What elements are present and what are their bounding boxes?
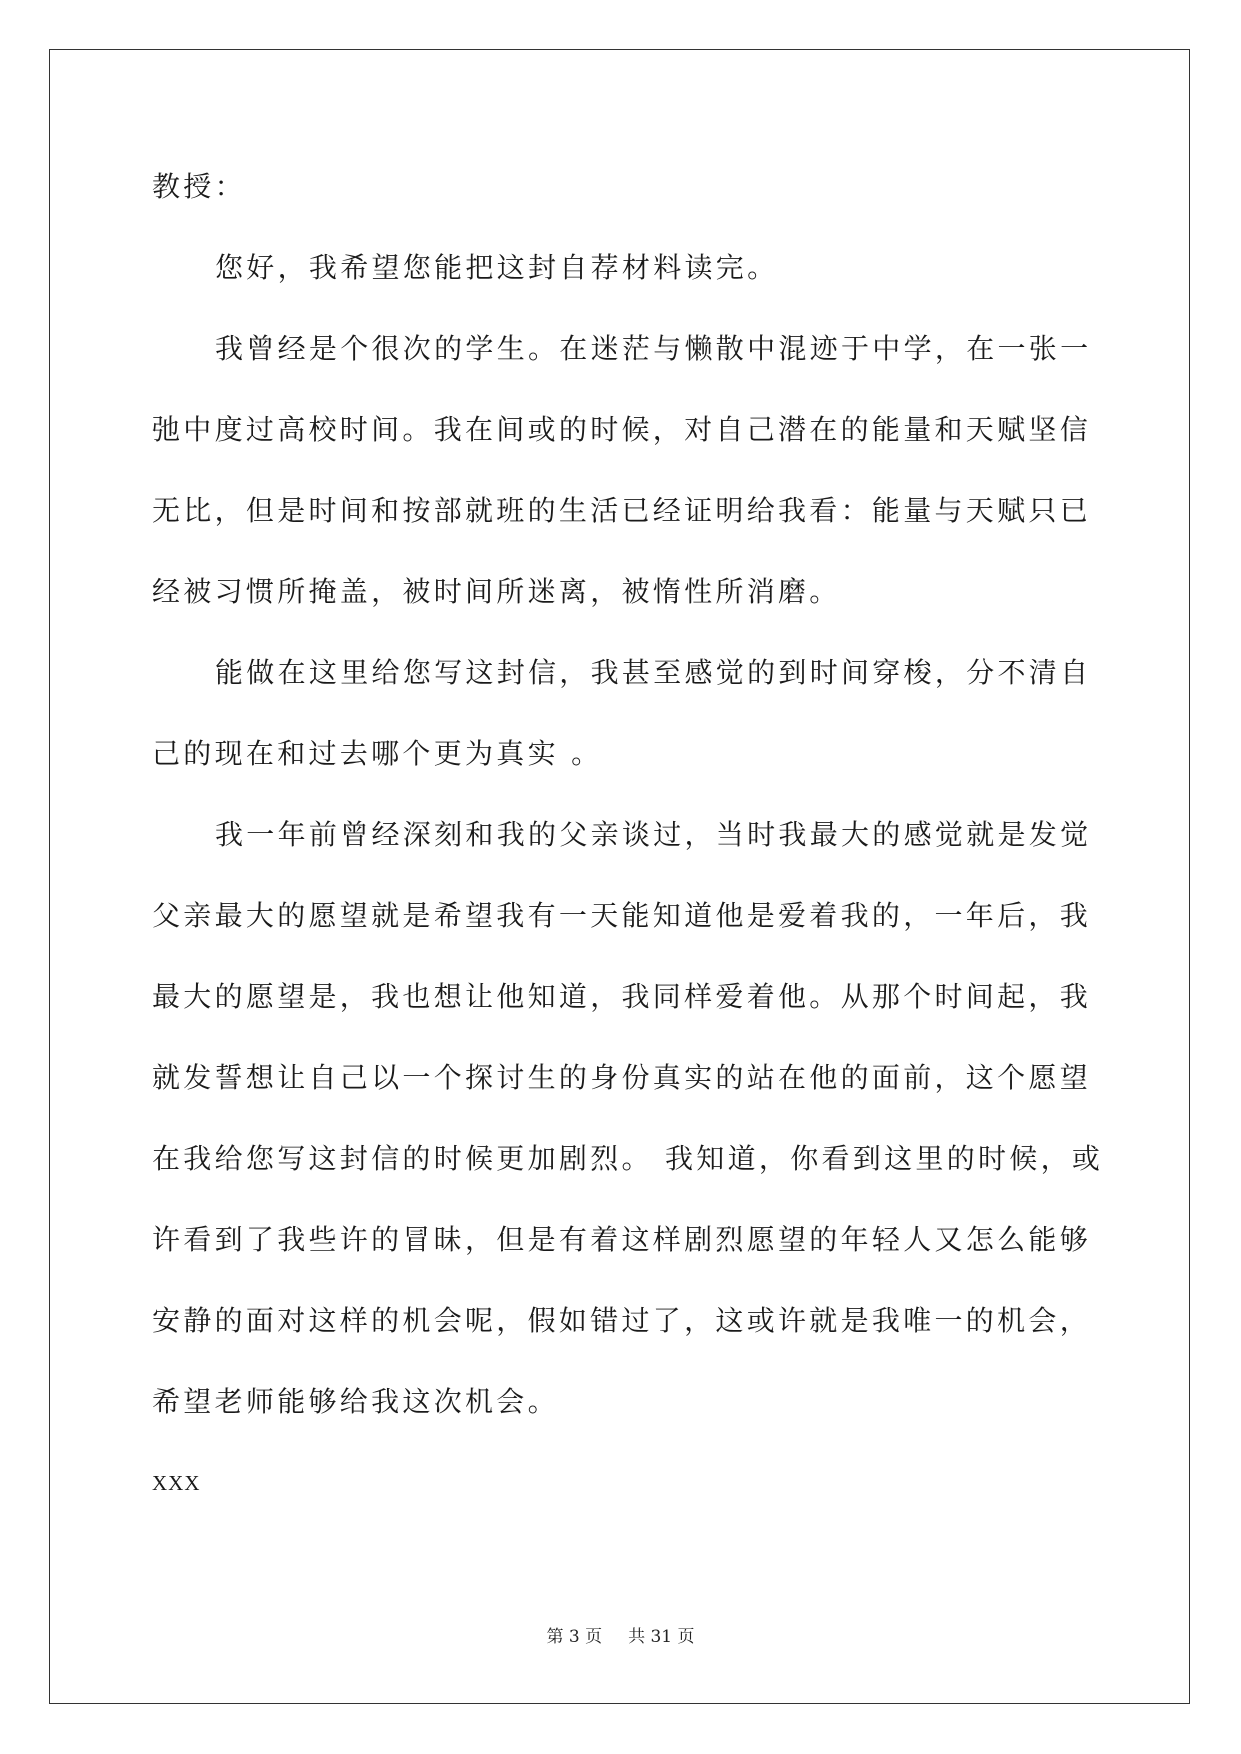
page-number: 第 3 页 (546, 1627, 603, 1647)
paragraph-line: 希望老师能够给我这次机会。 (152, 1385, 559, 1418)
paragraph-line: 最大的愿望是，我也想让他知道，我同样爱着他。从那个时间起，我 (152, 980, 1092, 1013)
paragraph-line: 无比，但是时间和按部就班的生活已经证明给我看：能量与天赋只已 (152, 494, 1092, 527)
paragraph-line: 父亲最大的愿望就是希望我有一天能知道他是爱着我的，一年后，我 (152, 899, 1092, 932)
paragraph-line: 在我给您写这封信的时候更加剧烈。 我知道，你看到这里的时候，或 (152, 1142, 1104, 1175)
paragraph-line: 经被习惯所掩盖，被时间所迷离，被惰性所消磨。 (152, 575, 841, 608)
paragraph-line: 就发誓想让自己以一个探讨生的身份真实的站在他的面前，这个愿望 (152, 1061, 1092, 1094)
letter-body (152, 165, 1104, 1505)
paragraph-line: 己的现在和过去哪个更为真实 。 (152, 737, 603, 770)
paragraph-line: 许看到了我些许的冒昧，但是有着这样剧烈愿望的年轻人又怎么能够 (152, 1223, 1092, 1256)
signature: XXX (152, 1471, 201, 1495)
paragraph-line: 我曾经是个很次的学生。在迷茫与懒散中混迹于中学，在一张一 (215, 332, 1092, 365)
paragraph-line: 我一年前曾经深刻和我的父亲谈过，当时我最大的感觉就是发觉 (215, 818, 1092, 851)
page-footer (0, 1622, 1241, 1647)
paragraph-line: 弛中度过高校时间。我在间或的时候，对自己潜在的能量和天赋坚信 (152, 413, 1092, 446)
salutation: 教授： (152, 170, 246, 203)
paragraph-line: 您好，我希望您能把这封自荐材料读完。 (215, 251, 779, 284)
page-total: 共 31 页 (628, 1627, 695, 1647)
paragraph-line: 能做在这里给您写这封信，我甚至感觉的到时间穿梭，分不清自 (215, 656, 1092, 689)
paragraph-line: 安静的面对这样的机会呢，假如错过了，这或许就是我唯一的机会， (152, 1304, 1092, 1337)
